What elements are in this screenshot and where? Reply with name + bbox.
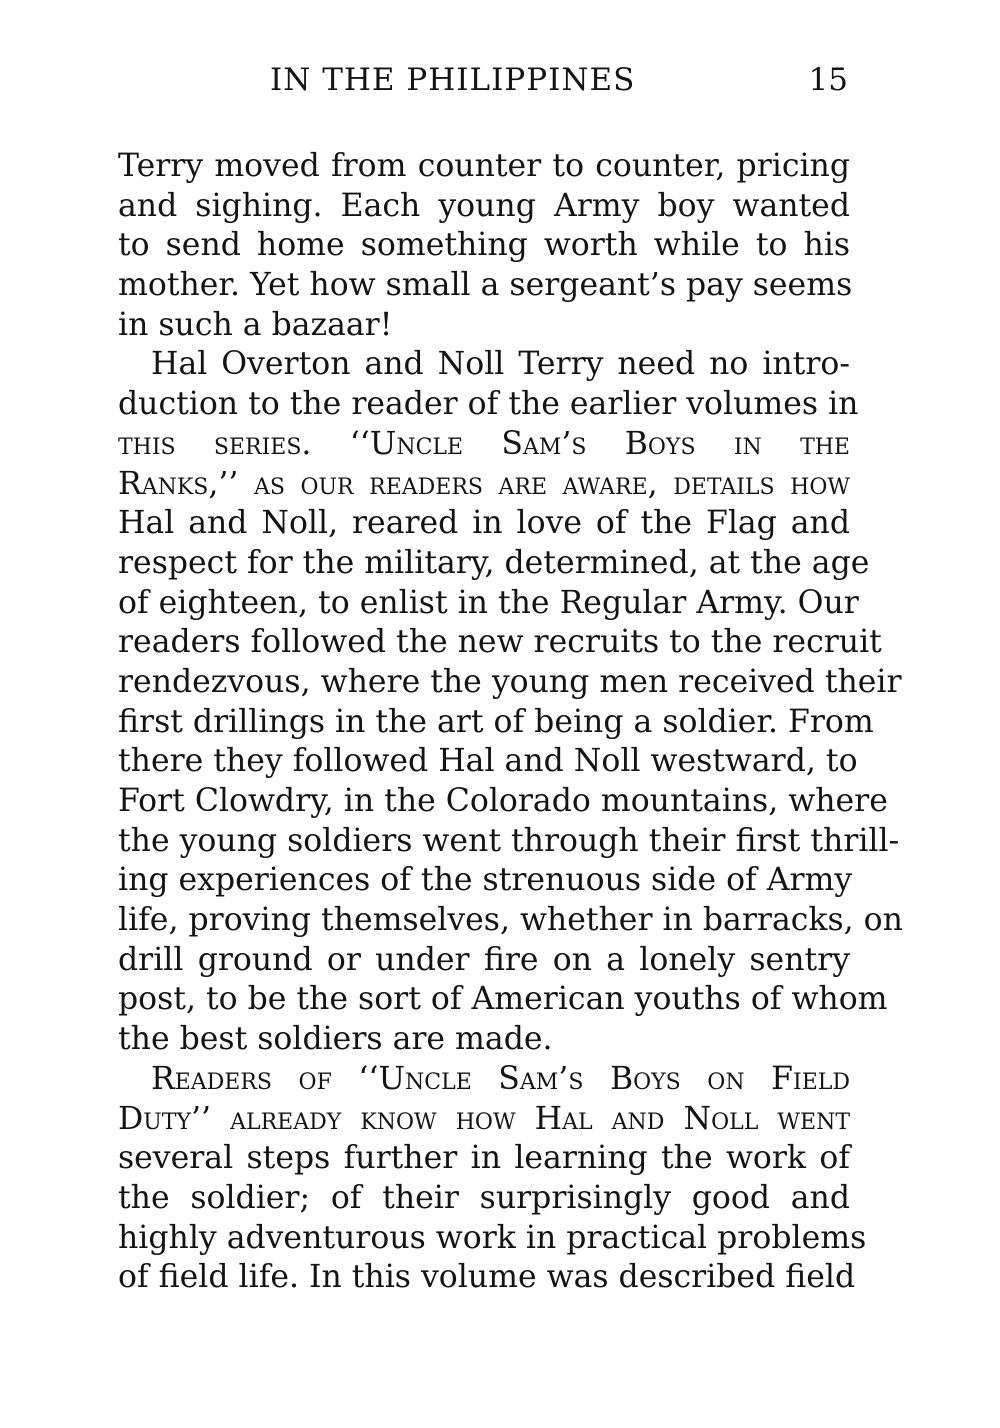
text-line: duction to the reader of the earlier volumes in — [118, 386, 859, 423]
text-line: to send home something worth while to his — [118, 227, 850, 264]
text-line: Ranks,’’ as our readers are aware, details how — [118, 465, 850, 502]
text-line: the best soldiers are made. — [118, 1021, 553, 1058]
body-text — [118, 147, 903, 1298]
text-line: Hal Overton and Noll Terry need no intro- — [151, 346, 850, 383]
running-head — [120, 62, 848, 112]
text-line: of field life. In this volume was described field — [118, 1259, 856, 1296]
running-title: IN THE PHILIPPINES — [270, 62, 636, 98]
text-line: of eighteen, to enlist in the Regular Army. Our — [118, 584, 859, 621]
text-line: Readers of ‘‘Uncle Sam’s Boys on Field — [151, 1060, 850, 1097]
text-line: life, proving themselves, whether in barracks, on — [118, 902, 903, 939]
text-line: Fort Clowdry, in the Colorado mountains, where — [118, 783, 888, 819]
text-line: several steps further in learning the work of — [118, 1140, 850, 1177]
text-line: ing experiences of the strenuous side of Army — [118, 862, 853, 899]
text-line: respect for the military, determined, at the age — [118, 544, 870, 581]
text-line: Hal and Noll, reared in love of the Flag and — [118, 505, 850, 542]
text-line: there they followed Hal and Noll westward, to — [118, 743, 858, 780]
text-line: post, to be the sort of American youths of whom — [118, 981, 888, 1018]
text-line: drill ground or under fire on a lonely sentry — [118, 941, 850, 978]
text-line: Duty’’ already know how Hal and Noll went — [118, 1100, 850, 1137]
text-line: this series. ‘‘Uncle Sam’s Boys in the — [118, 425, 850, 462]
page-number: 15 — [808, 62, 848, 98]
text-line: in such a bazaar! — [118, 306, 393, 343]
text-line: and sighing. Each young Army boy wanted — [118, 187, 850, 224]
text-line: the young soldiers went through their first thrill- — [118, 822, 900, 859]
text-line: mother. Yet how small a sergeant’s pay seems — [118, 267, 853, 304]
text-line: Terry moved from counter to counter, pricing — [118, 148, 850, 184]
text-line: first drillings in the art of being a soldier. From — [118, 703, 874, 740]
text-line: rendezvous, where the young men received their — [118, 663, 902, 700]
text-line: the soldier; of their surprisingly good and — [118, 1179, 850, 1216]
text-line: readers followed the new recruits to the recruit — [118, 624, 882, 661]
text-line: highly adventurous work in practical problems — [118, 1219, 867, 1256]
